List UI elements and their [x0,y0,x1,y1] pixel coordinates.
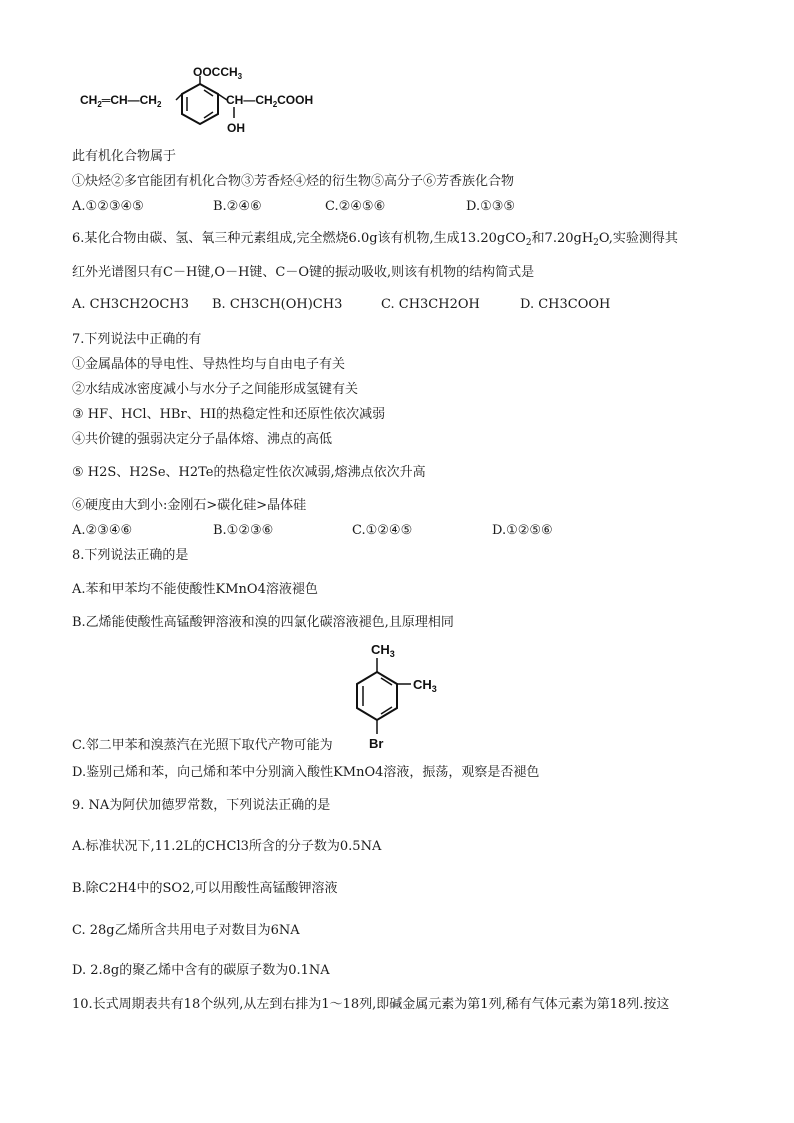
side-chain: $CH—CH_2COOH$ [226,93,314,109]
q7-item-4: ④共价键的强弱决定分子晶体熔、沸点的高低 [72,432,333,447]
q6-option-c[interactable]: C. CH3CH2OH [381,297,480,312]
q6-option-a[interactable]: A. CH3CH2OCH3 [72,297,189,312]
methyl-right: $CH_3$ [413,677,437,694]
structure-figure-1 [72,62,328,138]
q7-option-c[interactable]: C.①②④⑤ [352,523,413,538]
q6-option-d[interactable]: D. CH3COOH [520,297,611,312]
q9-option-d[interactable]: D. 2.8g的聚乙烯中含有的碳原子数为0.1NA [72,963,330,978]
q5-option-d[interactable]: D.①③⑤ [466,199,516,214]
acetoxy-group: $OOCCH_3$ [193,65,243,81]
q9-stem: 9. NA为阿伏加德罗常数，下列说法正确的是 [72,798,331,813]
q5-items: ①炔烃②多官能团有机化合物③芳香烃④烃的衍生物⑤高分子⑥芳香族化合物 [72,174,515,189]
q8-stem: 8.下列说法正确的是 [72,548,189,563]
q7-stem: 7.下列说法中正确的有 [72,332,202,347]
q9-option-b[interactable]: B.除C2H4中的SO2,可以用酸性高锰酸钾溶液 [72,881,338,896]
bromo-group: Br [369,736,384,751]
q8-option-d[interactable]: D.鉴别己烯和苯，向己烯和苯中分别滴入酸性KMnO4溶液，振荡，观察是否褪色 [72,765,540,780]
q9-option-a[interactable]: A.标准状况下,11.2L的CHCl3所含的分子数为0.5NA [72,839,382,854]
q9-option-c[interactable]: C. 28g乙烯所含共用电子对数目为6NA [72,923,300,938]
q6-option-b[interactable]: B. CH3CH(OH)CH3 [212,297,343,312]
q10-line-1: 10.长式周期表共有18个纵列,从左到右排为1～18列,即碱金属元素为第1列,稀有气体元素为第18列.按这 [72,997,670,1012]
q5-stem: 此有机化合物属于 [72,149,177,164]
q5-option-b[interactable]: B.②④⑥ [213,199,262,214]
q7-item-5: ⑤ H2S、H2Se、H2Te的热稳定性依次减弱,熔沸点依次升高 [72,465,426,480]
methyl-top: $CH_3$ [371,642,395,659]
hydroxyl-group: OH [227,121,245,135]
q8-option-b[interactable]: B.乙烯能使酸性高锰酸钾溶液和溴的四氯化碳溶液褪色,且原理相同 [72,615,454,630]
q7-option-a[interactable]: A.②③④⑥ [72,523,133,538]
q6-line-2: 红外光谱图只有C－H键,O－H键、C－O键的振动吸收,则该有机物的结构简式是 [72,265,535,280]
q5-option-c[interactable]: C.②④⑤⑥ [325,199,386,214]
q7-item-3: ③ HF、HCl、HBr、HI的热稳定性和还原性依次减弱 [72,407,386,422]
q7-option-b[interactable]: B.①②③⑥ [213,523,274,538]
q7-option-d[interactable]: D.①②⑤⑥ [492,523,553,538]
q7-item-1: ①金属晶体的导电性、导热性均与自由电子有关 [72,357,346,372]
q6-line-1: 6.某化合物由碳、氢、氧三种元素组成,完全燃烧6.0g该有机物,生成13.20gCO$_2$和$7.20gH_2O$,实验测得其 [72,231,678,248]
q8-option-a[interactable]: A.苯和甲苯均不能使酸性KMnO4溶液褪色 [72,582,318,597]
allyl-chain: $CH_2═CH—CH_2$ [80,93,162,109]
q5-option-a[interactable]: A.①②③④⑤ [72,199,144,214]
q8-option-c[interactable]: C.邻二甲苯和溴蒸汽在光照下取代产物可能为 [72,738,333,753]
q7-item-2: ②水结成冰密度减小与水分子之间能形成氢键有关 [72,382,359,397]
q7-item-6: ⑥硬度由大到小:金刚石>碳化硅>晶体硅 [72,498,307,513]
structure-figure-2 [345,636,455,754]
